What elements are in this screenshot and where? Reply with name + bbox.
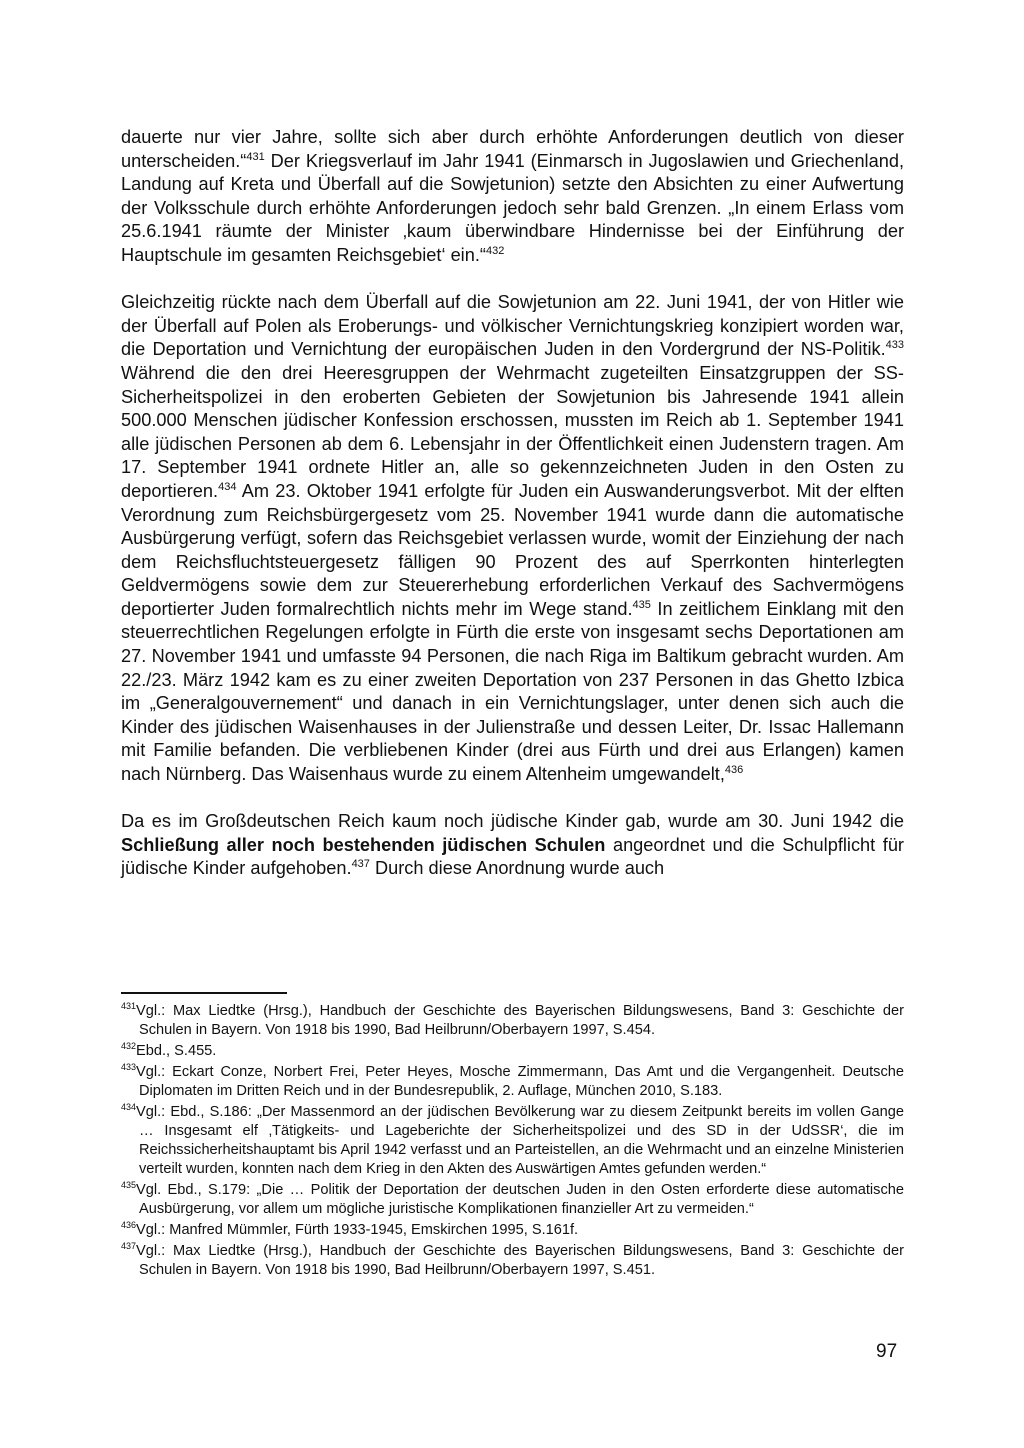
footnote-432 (121, 1042, 904, 1061)
footnote-ref-431[interactable]: 431 (246, 150, 265, 163)
footnote-number: 431 (121, 1001, 137, 1012)
footnote-number: 434 (121, 1101, 137, 1112)
bold-emphasis: Schließung aller noch bestehenden jüdischen Schulen (121, 834, 606, 855)
body-text (121, 126, 904, 881)
paragraph-1 (121, 126, 904, 268)
text-segment: angeordnet und die Schulpflicht für jüdische Kinder aufgehoben. (121, 834, 904, 879)
footnote-text: Vgl.: Ebd., S.186: „Der Massenmord an der jüdischen Bevölkerung war zu diesem Zeitpunkt bereits im vollen Gange … Insgesamt elf ‚Tätigkeits- und Lageberichte der Sicherheitspolizei und des SD in der UdSSR‘, die im Reichssicherheitshauptamt bis April 1942 verfasst und an Parteistellen, an die Wehrmacht und an einzelne Ministerien verteilt wurden, konnten nach dem Krieg in den Akten des Auswärtigen Amtes gefunden werden.“ (136, 1103, 904, 1178)
text-segment: dauerte nur vier Jahre, sollte sich aber durch erhöhte Anforderungen deutlich von dieser unterscheiden.“ (121, 127, 904, 171)
page-number: 97 (876, 1341, 898, 1362)
footnote-435 (121, 1181, 904, 1219)
footnote-separator (121, 992, 287, 994)
footnote-ref-432[interactable]: 432 (485, 244, 505, 257)
footnotes (121, 1002, 904, 1282)
text-segment: Da es im Großdeutschen Reich kaum noch jüdische Kinder gab, wurde am 30. Juni 1942 die (121, 811, 904, 832)
text-segment: Durch diese Anordnung wurde auch (369, 858, 665, 879)
paragraph-3 (121, 810, 904, 881)
footnote-text: Vgl.: Max Liedtke (Hrsg.), Handbuch der Geschichte des Bayerischen Bildungswesens, Band 3: Geschichte der Schulen in Bayern. Von 1918 bis 1990, Bad Heilbrunn/Oberbayern 1997, S.451. (136, 1243, 904, 1279)
footnote-ref-435[interactable]: 435 (632, 598, 651, 611)
footnote-number: 432 (121, 1041, 137, 1052)
footnote-436 (121, 1221, 904, 1240)
footnote-number: 435 (121, 1180, 137, 1191)
footnote-ref-436[interactable]: 436 (724, 763, 744, 776)
text-segment: In zeitlichem Einklang mit den steuerrechtlichen Regelungen erfolgte in Fürth die erste von insgesamt sechs Deportationen am 27. November 1941 und umfasste 94 Personen, die nach Riga im Baltikum gebracht wurden. Am 22./23. März 1942 kam es zu einer zweiten Deportation von 237 Personen in das Ghetto Izbica im „Generalgouvernement“ und danach in ein Vernichtungslager, unter denen sich auch die Kinder des jüdischen Waisenhauses in der Julienstraße und dessen Leiter, Dr. Issac Hallemann mit Familie befanden. Die verbliebenen Kinder (drei aus Fürth und drei aus Erlangen) kamen nach Nürnberg. Das Waisenhaus wurde zu einem Altenheim umgewandelt, (121, 598, 904, 785)
text-segment: Gleichzeitig rückte nach dem Überfall auf die Sowjetunion am 22. Juni 1941, der von Hitler wie der Überfall auf Polen als Eroberungs- und völkischer Vernichtungskrieg konzipiert worden war, die Deportation und Vernichtung der europäischen Juden in den Vordergrund der NS-Politik. (121, 292, 904, 360)
footnote-text: Ebd., S.455. (136, 1043, 217, 1059)
footnote-433 (121, 1063, 904, 1101)
paragraph-2 (121, 291, 904, 786)
footnote-431 (121, 1002, 904, 1040)
text-segment: Während die den drei Heeresgruppen der Wehrmacht zugeteilten Einsatzgruppen der SS-Sicherheitspolizei in den eroberten Gebieten der Sowjetunion bis Jahresende 1941 allein 500.000 Menschen jüdischer Konfession erschossen, mussten im Reich ab 1. September 1941 alle jüdischen Personen ab dem 6. Lebensjahr in der Öffentlichkeit einen Judenstern tragen. Am 17. September 1941 ordnete Hitler an, alle so gekennzeichneten Juden in den Osten zu deportieren. (121, 362, 904, 501)
footnote-text: Vgl.: Max Liedtke (Hrsg.), Handbuch der Geschichte des Bayerischen Bildungswesens, Band 3: Geschichte der Schulen in Bayern. Von 1918 bis 1990, Bad Heilbrunn/Oberbayern 1997, S.454. (136, 1003, 904, 1039)
footnote-437 (121, 1242, 904, 1280)
footnote-text: Vgl.: Manfred Mümmler, Fürth 1933-1945, Emskirchen 1995, S.161f. (136, 1222, 579, 1239)
text-segment: Am 23. Oktober 1941 erfolgte für Juden ein Auswanderungsverbot. Mit der elften Verordnung zum Reichsbürgergesetz vom 25. November 1941 wurde dann die automatische Ausbürgerung verfügt, sofern das Reichsgebiet verlassen wurde, womit der Einziehung der nach dem Reichsfluchtsteuergesetz fälligen 90 Prozent des auf Sperrkonten hinterlegten Geldvermögens sowie dem zur Steuererhebung erforderlichen Verkauf des Sachvermögens deportierter Juden formalrechtlich nichts mehr im Wege stand. (121, 480, 904, 619)
footnote-number: 437 (121, 1241, 137, 1252)
footnote-ref-437[interactable]: 437 (351, 858, 370, 871)
footnote-number: 433 (121, 1061, 137, 1072)
footnote-434 (121, 1103, 904, 1180)
footnote-text: Vgl. Ebd., S.179: „Die … Politik der Deportation der deutschen Juden in den Osten erforderte diese automatische Ausbürgerung, vor allem um mögliche juristische Komplikationen finanzieller Art zu vermeiden.“ (136, 1182, 904, 1218)
footnote-ref-434[interactable]: 434 (218, 480, 237, 493)
text-segment: Der Kriegsverlauf im Jahr 1941 (Einmarsch in Jugoslawien und Griechenland, Landung auf Kreta und Überfall auf die Sowjetunion) setzte den Absichten zu einer Aufwertung der Volksschule durch erhöhte Anforderungen jedoch sehr bald Grenzen. „In einem Erlass vom 25.6.1941 räumte der Minister ‚kaum überwindbare Hindernisse bei der Einführung der Hauptschule im gesamten Reichsgebiet‘ ein.“ (121, 150, 904, 265)
footnote-text: Vgl.: Eckart Conze, Norbert Frei, Peter Heyes, Mosche Zimmermann, Das Amt und die Vergangenheit. Deutsche Diplomaten im Dritten Reich und in der Bundesrepublik, 2. Auflage, München 2010, S.183. (136, 1063, 904, 1099)
footnote-ref-433[interactable]: 433 (885, 339, 904, 352)
footnote-number: 436 (121, 1220, 137, 1231)
